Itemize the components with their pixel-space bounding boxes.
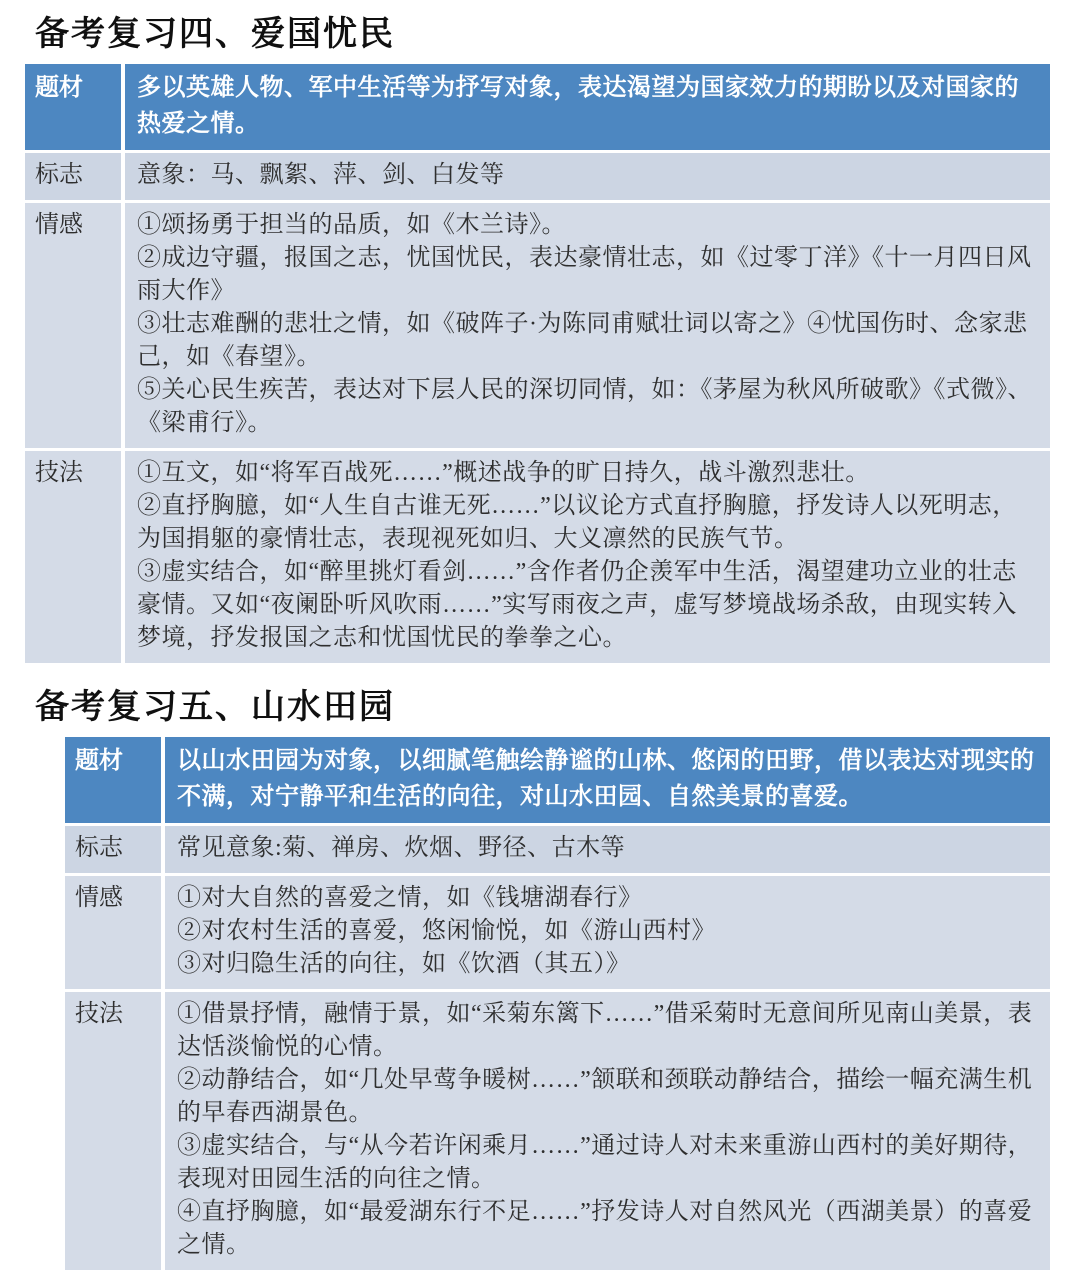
section-title: 备考复习五、山水田园 bbox=[35, 688, 395, 726]
table-row bbox=[25, 153, 1050, 200]
paragraph: 常见意象:菊、禅房、炊烟、野径、古木等 bbox=[177, 835, 626, 861]
paragraph: ③虚实结合，与“从今若许闲乘月……”通过诗人对未来重游山西村的美好期待，表现对田园生活的向往之情。 bbox=[177, 1133, 1033, 1192]
table-row bbox=[25, 451, 1050, 663]
paragraph: ⑤关心民生疾苦，表达对下层人民的深切同情，如：《茅屋为秋风所破歌》《式微》、《梁甫行》。 bbox=[137, 377, 1032, 436]
row-content bbox=[125, 203, 1050, 448]
row-content bbox=[125, 451, 1050, 663]
paragraph: ②成边守疆，报国之志，忧国忧民，表达豪情壮志，如《过零丁洋》《十一月四日风雨大作》 bbox=[137, 245, 1032, 304]
table-row bbox=[25, 64, 1050, 150]
table-row bbox=[65, 992, 1050, 1270]
row-label: 技法 bbox=[25, 451, 121, 663]
row-label: 标志 bbox=[25, 153, 121, 200]
row-label: 情感 bbox=[65, 876, 161, 989]
table-row bbox=[65, 737, 1050, 823]
row-content bbox=[125, 64, 1050, 150]
review-table bbox=[65, 737, 1050, 1270]
table-row bbox=[65, 826, 1050, 873]
row-label: 技法 bbox=[65, 992, 161, 1270]
review-table bbox=[25, 64, 1050, 663]
paragraph: ②直抒胸臆，如“人生自古谁无死……”以议论方式直抒胸臆，抒发诗人以死明志，为国捐躯的豪情壮志，表现视死如归、大义凛然的民族气节。 bbox=[137, 493, 1017, 552]
paragraph: ④直抒胸臆，如“最爱湖东行不足……”抒发诗人对自然风光（西湖美景）的喜爱之情。 bbox=[177, 1199, 1033, 1258]
row-label: 题材 bbox=[65, 737, 161, 823]
paragraph: ③虚实结合，如“醉里挑灯看剑……”含作者仍企羡军中生活，渴望建功立业的壮志豪情。又如“夜阑卧听风吹雨……”实写雨夜之声，虚写梦境战场杀敌，由现实转入梦境，抒发报国之志和忧国忧民的拳拳之心。 bbox=[137, 559, 1017, 651]
paragraph: ③对归隐生活的向往，如《饮酒（其五）》 bbox=[177, 951, 631, 977]
paragraph: ①互文，如“将军百战死……”概述战争的旷日持久，战斗激烈悲壮。 bbox=[137, 460, 870, 486]
paragraph: 以山水田园为对象，以细腻笔触绘静谧的山林、悠闲的田野，借以表达对现实的不满，对宁静平和生活的向往，对山水田园、自然美景的喜爱。 bbox=[177, 747, 1035, 810]
row-content bbox=[165, 992, 1050, 1270]
section-pastoral bbox=[0, 685, 1080, 1270]
paragraph: 多以英雄人物、军中生活等为抒写对象，表达渴望为国家效力的期盼以及对国家的热爱之情。 bbox=[137, 74, 1019, 137]
paragraph: 意象：马、飘絮、萍、剑、白发等 bbox=[137, 162, 505, 188]
paragraph: ③壮志难酬的悲壮之情，如《破阵子·为陈同甫赋壮词以寄之》④忧国伤时、念家悲己，如《春望》。 bbox=[137, 311, 1028, 370]
section-patriotic bbox=[0, 12, 1080, 663]
paragraph: ②动静结合，如“几处早莺争暖树……”颔联和颈联动静结合，描绘一幅充满生机的早春西湖景色。 bbox=[177, 1067, 1033, 1126]
row-label: 题材 bbox=[25, 64, 121, 150]
row-content bbox=[125, 153, 1050, 200]
row-content bbox=[165, 826, 1050, 873]
paragraph: ①对大自然的喜爱之情，如《钱塘湖春行》 bbox=[177, 885, 643, 911]
paragraph: ①颂扬勇于担当的品质，如《木兰诗》。 bbox=[137, 212, 566, 238]
row-content bbox=[165, 876, 1050, 989]
table-row bbox=[65, 876, 1050, 989]
paragraph: ①借景抒情，融情于景，如“采菊东篱下……”借采菊时无意间所见南山美景，表达恬淡愉悦的心情。 bbox=[177, 1001, 1033, 1060]
table-row bbox=[25, 203, 1050, 448]
row-content bbox=[165, 737, 1050, 823]
row-label: 情感 bbox=[25, 203, 121, 448]
row-label: 标志 bbox=[65, 826, 161, 873]
section-title: 备考复习四、爱国忧民 bbox=[35, 15, 395, 53]
paragraph: ②对农村生活的喜爱，悠闲愉悦，如《游山西村》 bbox=[177, 918, 716, 944]
